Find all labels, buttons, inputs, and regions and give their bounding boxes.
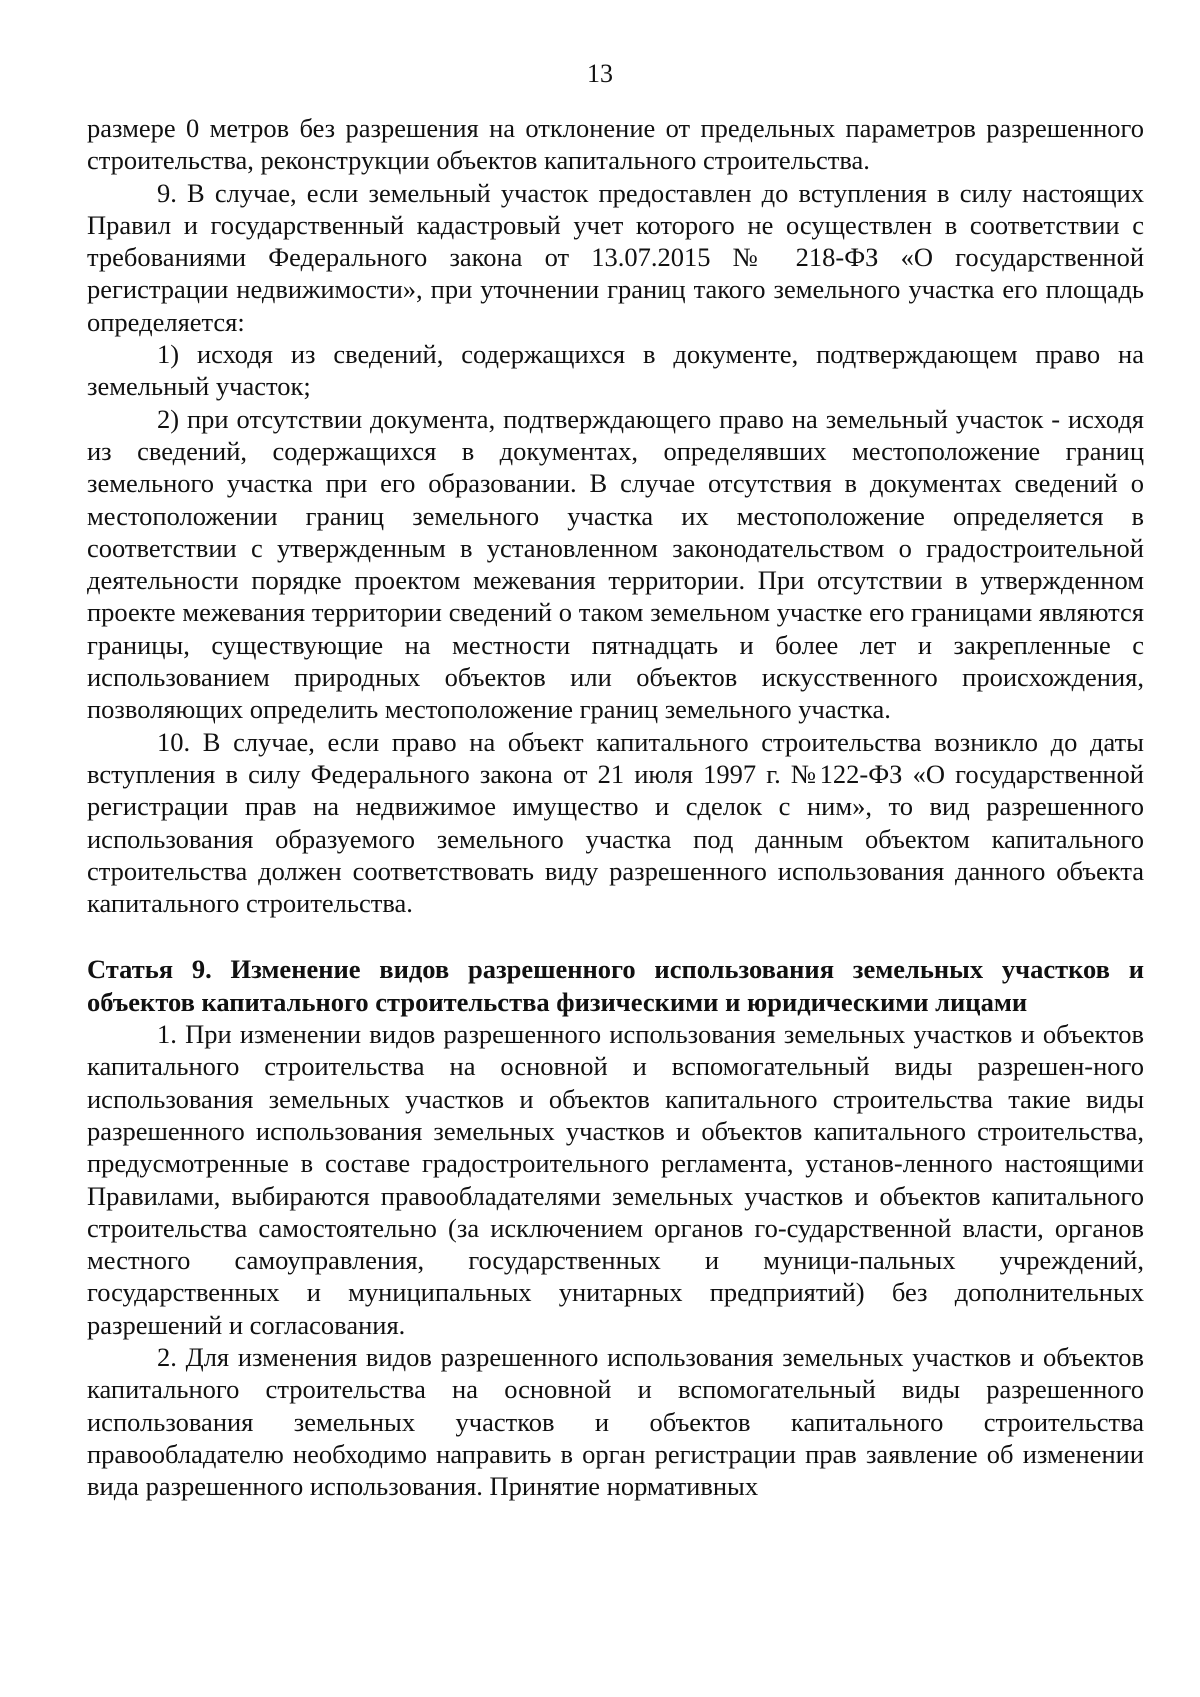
article-paragraph-2: 2. Для изменения видов разрешенного использования земельных участков и объектов капитального строительства на основной и вспомогательный виды разрешенного использования земельных участков и объектов капитального строительства правообладателю необходимо направить в орган регистрации прав заявление об изменении вида разрешенного использования. Принятие нормативных	[87, 1341, 1144, 1502]
article-paragraph-1: 1. При изменении видов разрешенного использования земельных участков и объектов капитального строительства на основной и вспомогательный виды разрешен-ного использования земельных участков и объектов капитального строительства такие виды разрешенного использования земельных участков и объектов капитального строительства, предусмотренные в составе градостроительного регламента, установ-ленного настоящими Правилами, выбираются правообладателями земельных участков и объектов капитального строительства самостоятельно (за исключением органов го-сударственной власти, органов местного самоуправления, государственных и муници-пальных учреждений, государственных и муниципальных унитарных предприятий) без дополнительных разрешений и согласования.	[87, 1019, 1144, 1340]
paragraph-item-9-2: 2) при отсутствии документа, подтверждающего право на земельный участок - исходя из сведений, содержащихся в документах, определявших местоположение границ земельного участка при его образовании. В случае отсутствия в документах сведений о местоположении границ земельного участка их местоположение определяется в соответствии с утвержденным в установленном законодательством о градостроительной деятельности порядке проектом межевания территории. При отсутствии в утвержденном проекте межевания территории сведений о таком земельном участке его границами являются границы, существующие на местности пятнадцать и более лет и закрепленные с использованием природных объектов или объектов искусственного происхождения, позволяющих определить местоположение границ земельного участка.	[87, 403, 1144, 725]
article-heading: Статья 9. Изменение видов разрешенного использования земельных участков и объектов капитального строительства физическими и юридическими лицами	[87, 954, 1144, 1017]
page-number: 13	[587, 59, 613, 88]
paragraph-item-9: 9. В случае, если земельный участок предоставлен до вступления в силу настоящих Правил и государственный кадастровый учет которого не осуществлен в соответствии с требованиями Федерального закона от 13.07.2015 № 218-ФЗ «О государственной регистрации недвижимости», при уточнении границ такого земельного участка его площадь определяется:	[87, 177, 1144, 337]
paragraph-item-9-1: 1) исходя из сведений, содержащихся в документе, подтверждающем право на земельный участок;	[87, 339, 1144, 402]
document-body	[87, 112, 1144, 1502]
paragraph-item-10: 10. В случае, если право на объект капитального строительства возникло до даты вступления в силу Федерального закона от 21 июля 1997 г. №122-ФЗ «О государственной регистрации прав на недвижимое имущество и сделок с ним», то вид разрешенного использования образуемого земельного участка под данным объектом капитального строительства должен соответствовать виду разрешенного использования данного объекта капитального строительства.	[87, 726, 1144, 919]
paragraph-continuation: размере 0 метров без разрешения на отклонение от предельных параметров разрешенного строительства, реконструкции объектов капитального строительства.	[87, 113, 1144, 176]
